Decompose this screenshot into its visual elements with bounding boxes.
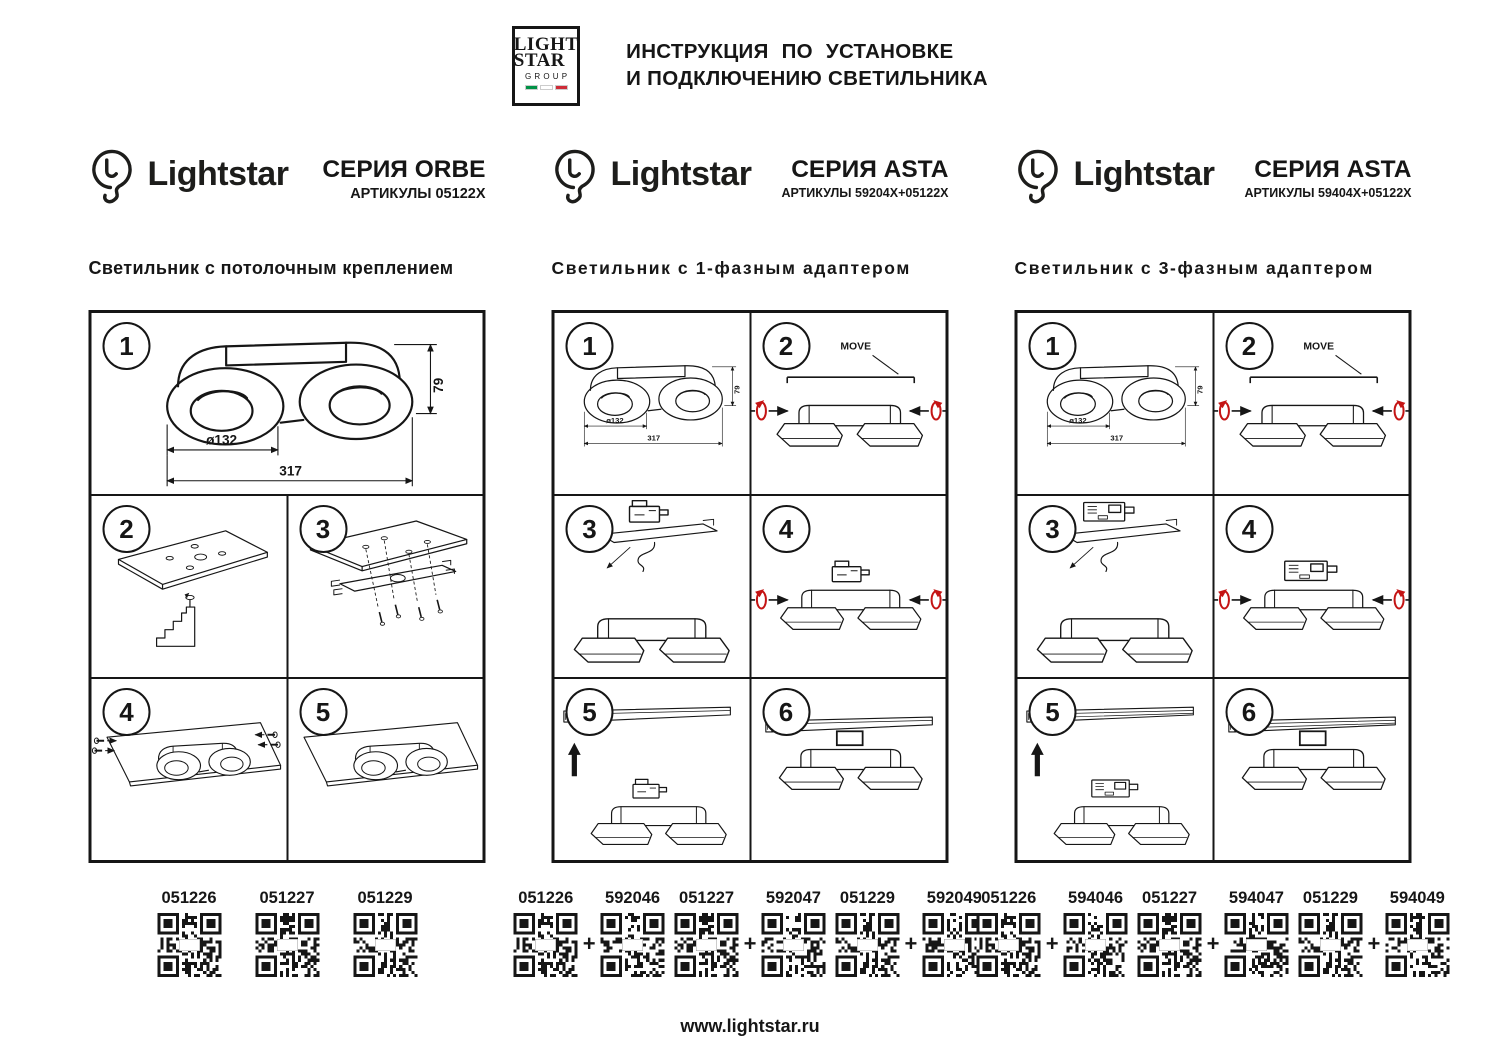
- article-number: 051229: [357, 889, 413, 907]
- step-panel-4: [91, 678, 288, 861]
- title-line-2: И ПОДКЛЮЧЕНИЮ СВЕТИЛЬНИКА: [626, 67, 988, 91]
- qr-code: [255, 913, 319, 977]
- column-subtitle: Светильник с 3-фазным адаптером: [1014, 258, 1374, 278]
- plus-sign: +: [904, 931, 918, 956]
- step-panel-5: [287, 678, 484, 861]
- column-subtitle: Светильник с потолочным креплением: [88, 258, 454, 278]
- qr-code: [353, 913, 417, 977]
- step-panel-1: [91, 312, 484, 495]
- article-number: 594049: [1389, 889, 1445, 907]
- step-number: 2: [1225, 322, 1273, 370]
- lightstar-bulb-icon: [1015, 148, 1067, 210]
- qr-row: [518, 889, 982, 977]
- logo-line-star: STAR: [513, 50, 566, 72]
- step-panel-6: [750, 678, 947, 861]
- qr-pair: [835, 889, 986, 977]
- qr-pair: [514, 889, 665, 977]
- series-articles: АРТИКУЛЫ 05122X: [350, 186, 486, 202]
- instruction-grid: [1015, 310, 1412, 863]
- qr-item: [835, 889, 899, 977]
- article-number: 051226: [518, 889, 574, 907]
- step-panel-3: [554, 495, 751, 678]
- step-panel-4: [1213, 495, 1410, 678]
- qr-item: [761, 889, 825, 977]
- step-number: 1: [1029, 322, 1077, 370]
- plus-sign: +: [1206, 931, 1220, 956]
- article-number: 051229: [839, 889, 895, 907]
- step-number: 4: [762, 505, 810, 553]
- qr-code: [1224, 913, 1288, 977]
- qr-code: [1385, 913, 1449, 977]
- qr-item: [353, 889, 417, 977]
- plus-sign: +: [1045, 931, 1059, 956]
- step-number: 1: [566, 322, 614, 370]
- article-number: 051226: [161, 889, 217, 907]
- series-block: [781, 148, 948, 200]
- move-label: MOVE: [1302, 341, 1334, 353]
- qr-code: [977, 913, 1041, 977]
- brand-row: [552, 148, 949, 226]
- lightstar-brand: [89, 148, 289, 210]
- step-number: 4: [103, 688, 151, 736]
- step-number: 6: [762, 688, 810, 736]
- article-number: 592047: [765, 889, 821, 907]
- qr-item: [514, 889, 578, 977]
- plus-sign: +: [582, 931, 596, 956]
- logo-line-light: LIGHT: [513, 34, 579, 55]
- step-panel-1: [554, 312, 751, 495]
- series-name: СЕРИЯ ASTA: [791, 156, 949, 183]
- plus-sign: +: [1367, 931, 1381, 956]
- brand-row: [1015, 148, 1412, 226]
- qr-code: [601, 913, 665, 977]
- qr-item: [675, 889, 739, 977]
- qr-item: [1298, 889, 1362, 977]
- article-number: 051227: [679, 889, 735, 907]
- column-subtitle: Светильник с 1-фазным адаптером: [551, 258, 911, 278]
- article-number: 051227: [1142, 889, 1198, 907]
- step-number: 6: [1225, 688, 1273, 736]
- brand-wordmark: Lightstar: [1073, 154, 1215, 193]
- qr-row: [89, 889, 486, 977]
- article-number: 051227: [259, 889, 315, 907]
- step-panel-6: [1213, 678, 1410, 861]
- brand-row: [89, 148, 486, 226]
- step-panel-3: [287, 495, 484, 678]
- header: [0, 26, 1500, 106]
- step-number: 4: [1225, 505, 1273, 553]
- step-number: 1: [103, 322, 151, 370]
- column-asta-1phase: [518, 148, 982, 977]
- step-panel-3: [1017, 495, 1214, 678]
- title-line-1: ИНСТРУКЦИЯ ПО УСТАНОВКЕ: [626, 40, 954, 63]
- qr-item: [1138, 889, 1202, 977]
- article-number: 592049: [926, 889, 982, 907]
- series-block: [1244, 148, 1411, 200]
- article-number: 594046: [1068, 889, 1124, 907]
- column-orbe: [89, 148, 486, 977]
- qr-pair: [1298, 889, 1449, 977]
- step-number: 5: [1029, 688, 1077, 736]
- column-asta-3phase: [981, 148, 1445, 977]
- lightstar-group-logo: [512, 26, 580, 106]
- qr-code: [761, 913, 825, 977]
- qr-code: [1298, 913, 1362, 977]
- qr-pair: [977, 889, 1128, 977]
- brand-wordmark: Lightstar: [147, 154, 289, 193]
- qr-pair: [675, 889, 826, 977]
- qr-code: [514, 913, 578, 977]
- step-number: 5: [566, 688, 614, 736]
- step-panel-5: [1017, 678, 1214, 861]
- website-url: www.lightstar.ru: [680, 1016, 820, 1036]
- step-number: 3: [1029, 505, 1077, 553]
- qr-item: [157, 889, 221, 977]
- step-panel-2: [1213, 312, 1410, 495]
- series-name: СЕРИЯ ASTA: [1254, 156, 1412, 183]
- step-number: 5: [299, 688, 347, 736]
- step-panel-2: [750, 312, 947, 495]
- instruction-grid: [89, 310, 486, 863]
- qr-row: [981, 889, 1445, 977]
- series-articles: АРТИКУЛЫ 59404X+05122X: [1244, 186, 1412, 200]
- logo-line-group: GROUP: [524, 72, 571, 82]
- qr-item: [255, 889, 319, 977]
- article-number: 051229: [1302, 889, 1358, 907]
- brand-wordmark: Lightstar: [610, 154, 752, 193]
- qr-code: [1138, 913, 1202, 977]
- step-number: 3: [299, 505, 347, 553]
- instruction-grid: [552, 310, 949, 863]
- qr-item: [1224, 889, 1288, 977]
- step-number: 2: [762, 322, 810, 370]
- qr-code: [675, 913, 739, 977]
- move-label: MOVE: [839, 341, 871, 353]
- lightstar-bulb-icon: [552, 148, 604, 210]
- italian-flag-icon: [525, 85, 568, 90]
- step-panel-1: [1017, 312, 1214, 495]
- lightstar-brand: [552, 148, 752, 210]
- step-panel-4: [750, 495, 947, 678]
- series-name: СЕРИЯ ORBE: [322, 156, 486, 183]
- qr-item: [977, 889, 1041, 977]
- qr-code: [1064, 913, 1128, 977]
- series-block: [322, 148, 485, 202]
- plus-sign: +: [743, 931, 757, 956]
- page-title: [626, 26, 988, 93]
- qr-item: [1385, 889, 1449, 977]
- step-panel-2: [91, 495, 288, 678]
- columns: [88, 148, 1445, 977]
- article-number: 051226: [981, 889, 1037, 907]
- qr-code: [157, 913, 221, 977]
- lightstar-bulb-icon: [89, 148, 141, 210]
- qr-item: [1064, 889, 1128, 977]
- step-panel-5: [554, 678, 751, 861]
- step-number: 2: [103, 505, 151, 553]
- qr-code: [835, 913, 899, 977]
- series-articles: АРТИКУЛЫ 59204X+05122X: [781, 186, 949, 200]
- qr-pair: [1138, 889, 1289, 977]
- article-number: 594047: [1228, 889, 1284, 907]
- logo-text: [513, 34, 579, 72]
- article-number: 592046: [605, 889, 661, 907]
- qr-item: [601, 889, 665, 977]
- lightstar-brand: [1015, 148, 1215, 210]
- step-number: 3: [566, 505, 614, 553]
- fixture-dimensions-drawing: [92, 313, 483, 494]
